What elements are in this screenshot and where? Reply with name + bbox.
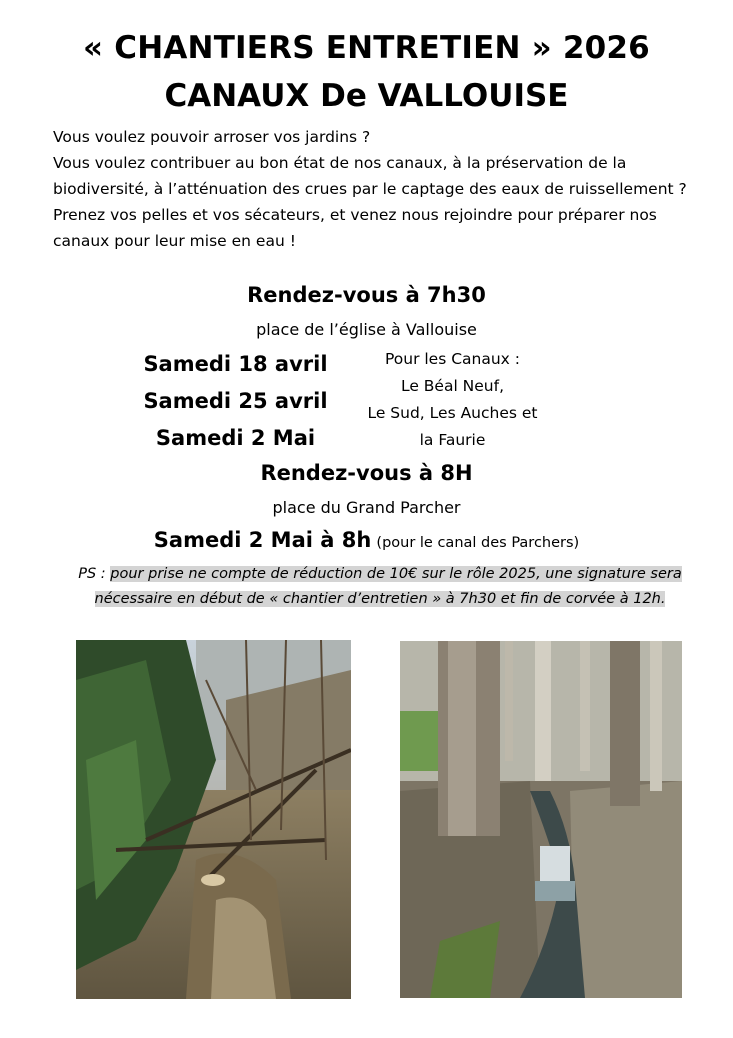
rendezvous-place-1: place de l’église à Vallouise bbox=[256, 320, 477, 339]
rendezvous-heading-2: Rendez-vous à 8H bbox=[260, 461, 473, 485]
intro-paragraph-3: Prenez vos pelles et vos sécateurs, et venez nous rejoindre pour préparer nos canaux pour leur mise en eau ! bbox=[53, 206, 657, 250]
parchers-date-line bbox=[0, 528, 733, 552]
date-item: Samedi 25 avril bbox=[143, 389, 328, 413]
parchers-note: (pour le canal des Parchers) bbox=[376, 535, 580, 551]
title-line-1: « CHANTIERS ENTRETIEN » 2026 bbox=[83, 30, 650, 66]
canaux-line: Le Sud, Les Auches et bbox=[367, 404, 538, 422]
canaux-list bbox=[340, 346, 565, 454]
ps-text: pour prise ne compte de réduction de 10€ sur le rôle 2025, une signature sera nécessaire en début de « chantier d’entretien » à 7h30 et fin de corvée à 12h. bbox=[94, 566, 682, 607]
canaux-line: Pour les Canaux : bbox=[384, 350, 521, 368]
intro-paragraph-2: Vous voulez contribuer au bon état de nos canaux, à la préservation de la biodiversité, à l’atténuation des crues par le captage des eaux de ruissellement ? bbox=[53, 154, 687, 198]
date-item: Samedi 2 Mai bbox=[155, 426, 316, 450]
title-line-2: CANAUX De VALLOUISE bbox=[164, 78, 569, 114]
dates-list bbox=[128, 346, 343, 457]
intro-paragraph-1: Vous voulez pouvoir arroser vos jardins ? bbox=[53, 128, 371, 146]
photo-stream-waterfall bbox=[400, 641, 682, 998]
canaux-line: la Faurie bbox=[419, 431, 486, 449]
rendezvous-place-2: place du Grand Parcher bbox=[272, 498, 461, 517]
photo-forest-canal bbox=[76, 640, 351, 999]
ps-note bbox=[40, 562, 720, 612]
parchers-date: Samedi 2 Mai à 8h bbox=[153, 528, 372, 552]
intro-text bbox=[53, 124, 713, 254]
ps-label: PS : bbox=[78, 566, 106, 582]
date-item: Samedi 18 avril bbox=[143, 352, 328, 376]
canaux-line: Le Béal Neuf, bbox=[400, 377, 505, 395]
rendezvous-heading-1: Rendez-vous à 7h30 bbox=[247, 283, 486, 307]
